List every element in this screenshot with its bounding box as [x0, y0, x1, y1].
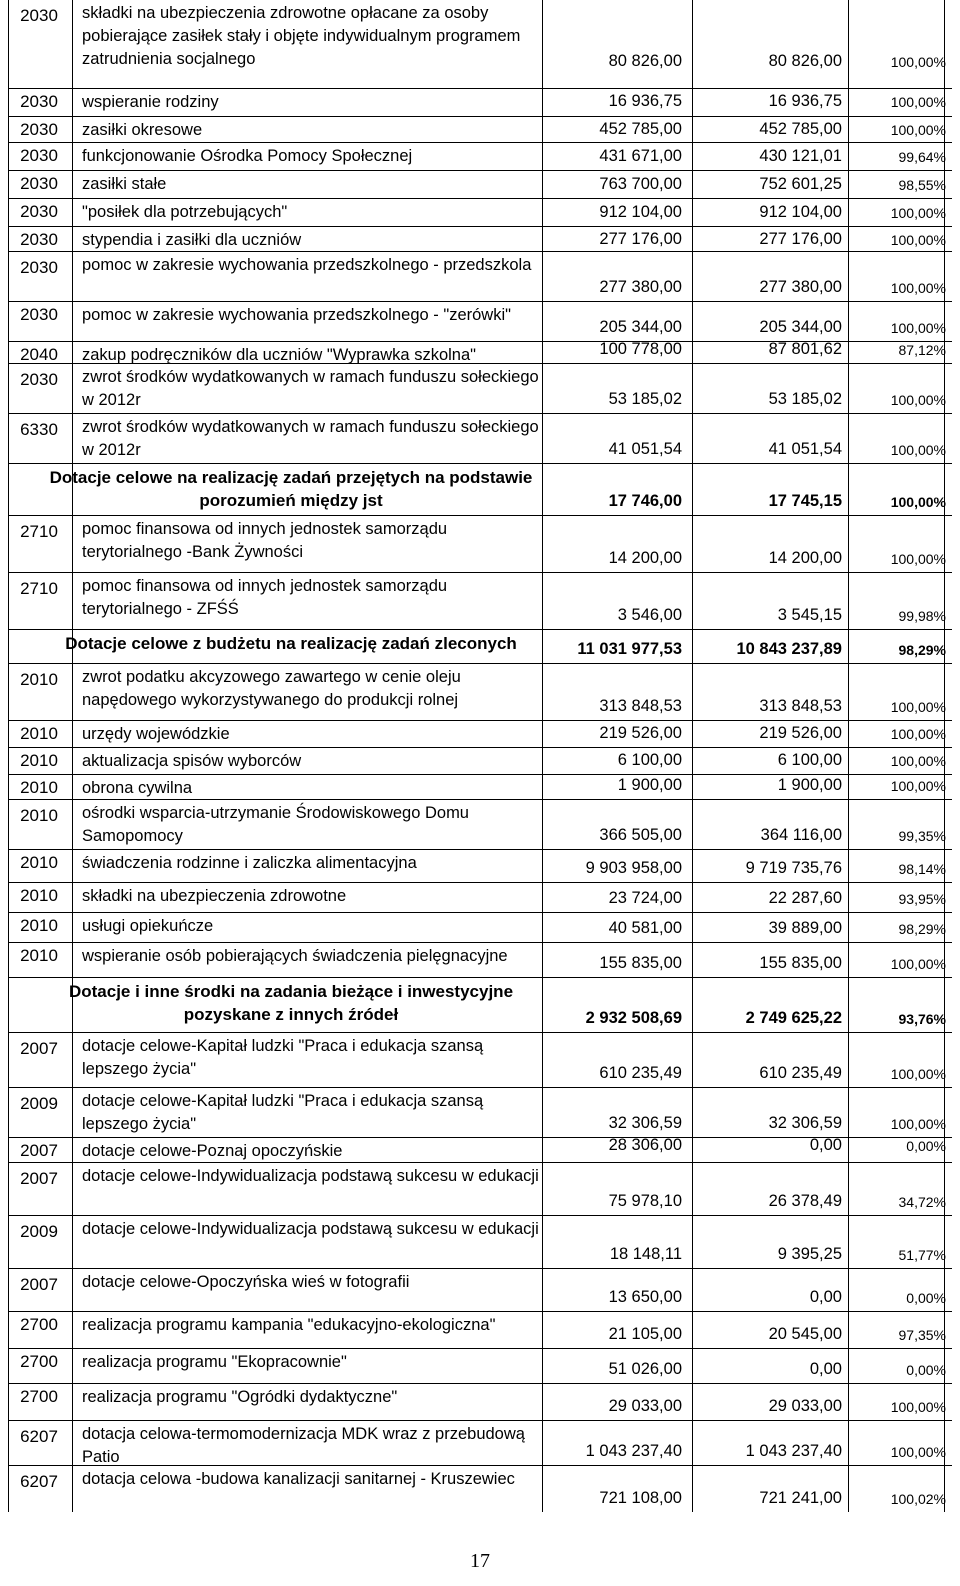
- planned-amount: 277 380,00: [599, 278, 682, 296]
- executed-amount: 20 545,00: [768, 1325, 842, 1343]
- executed-amount: 6 100,00: [777, 751, 842, 769]
- table-row: [8, 1311, 952, 1349]
- planned-amount: 17 746,00: [608, 492, 682, 510]
- execution-percent: 100,00%: [890, 392, 946, 408]
- execution-percent: 100,00%: [890, 122, 946, 138]
- table-row: [8, 1087, 952, 1138]
- planned-amount: 366 505,00: [599, 826, 682, 844]
- table-row: [8, 88, 952, 116]
- executed-amount: 9 719 735,76: [745, 859, 842, 877]
- planned-amount: 9 903 958,00: [585, 859, 682, 877]
- table-row: [8, 1420, 952, 1466]
- row-code: 2010: [20, 886, 58, 905]
- table-row: [8, 1215, 952, 1269]
- executed-amount: 0,00: [809, 1136, 842, 1154]
- row-code: 6207: [20, 1472, 58, 1491]
- execution-percent: 99,98%: [898, 608, 946, 624]
- row-description: stypendia i zasiłki dla uczniów: [82, 231, 302, 249]
- table-row: [8, 1032, 952, 1088]
- row-description: urzędy wojewódzkie: [82, 725, 230, 743]
- executed-amount: 9 395,25: [777, 1245, 842, 1263]
- executed-amount: 452 785,00: [759, 120, 842, 138]
- row-code: 2030: [20, 92, 58, 111]
- row-description: dotacje celowe-Opoczyńska wieś w fotografii: [82, 1273, 410, 1291]
- row-description: Dotacje celowe z budżetu na realizację zadań zleconych: [65, 634, 517, 653]
- table-row: [8, 882, 952, 913]
- planned-amount: 21 105,00: [608, 1325, 682, 1343]
- executed-amount: 3 545,15: [777, 606, 842, 624]
- row-description: świadczenia rodzinne i zaliczka alimentacyjna: [82, 854, 417, 872]
- execution-percent: 100,00%: [890, 320, 946, 336]
- execution-percent: 93,76%: [898, 1011, 946, 1027]
- row-code: 2010: [20, 806, 58, 825]
- execution-percent: 100,00%: [890, 726, 946, 742]
- planned-amount: 41 051,54: [608, 440, 682, 458]
- planned-amount: 2 932 508,69: [585, 1009, 682, 1027]
- executed-amount: 32 306,59: [768, 1114, 842, 1132]
- executed-amount: 17 745,15: [768, 492, 842, 510]
- executed-amount: 155 835,00: [759, 954, 842, 972]
- executed-amount: 219 526,00: [759, 724, 842, 742]
- row-description: pomoc finansowa od innych jednostek samorządu terytorialnego -Bank Żywności: [82, 520, 448, 561]
- table-row: [8, 720, 952, 748]
- row-description: wspieranie rodziny: [82, 93, 219, 111]
- planned-amount: 32 306,59: [608, 1114, 682, 1132]
- executed-amount: 16 936,75: [768, 92, 842, 110]
- row-description: Dotacje i inne środki na zadania bieżące i inwestycyjne pozyskane z innych źródeł: [68, 982, 514, 1024]
- executed-amount: 610 235,49: [759, 1064, 842, 1082]
- execution-percent: 100,00%: [890, 551, 946, 567]
- table-row: [8, 1137, 952, 1160]
- executed-amount: 752 601,25: [759, 175, 842, 193]
- execution-percent: 100,00%: [890, 54, 946, 70]
- table-row: [8, 1348, 952, 1384]
- table-row: [8, 363, 952, 414]
- execution-percent: 100,00%: [890, 699, 946, 715]
- table-row: [8, 198, 952, 227]
- planned-amount: 16 936,75: [608, 92, 682, 110]
- row-description: zakup podręczników dla uczniów "Wyprawka szkolna": [82, 346, 476, 364]
- row-description: aktualizacja spisów wyborców: [82, 752, 302, 770]
- execution-percent: 100,00%: [890, 494, 946, 510]
- row-code: 2700: [20, 1387, 58, 1406]
- row-code: 2030: [20, 370, 58, 389]
- execution-percent: 100,00%: [890, 1066, 946, 1082]
- executed-amount: 39 889,00: [768, 919, 842, 937]
- planned-amount: 277 176,00: [599, 230, 682, 248]
- execution-percent: 100,00%: [890, 1444, 946, 1460]
- row-code: 6330: [20, 420, 58, 439]
- row-code: 2700: [20, 1315, 58, 1334]
- budget-table: [8, 0, 952, 1512]
- planned-amount: 219 526,00: [599, 724, 682, 742]
- table-row: [8, 301, 952, 342]
- execution-percent: 100,02%: [890, 1491, 946, 1507]
- row-description: zasiłki stałe: [82, 175, 167, 193]
- planned-amount: 14 200,00: [608, 549, 682, 567]
- row-description: pomoc w zakresie wychowania przedszkolnego - "zerówki": [82, 306, 511, 324]
- execution-percent: 34,72%: [898, 1194, 946, 1210]
- table-row: [8, 1383, 952, 1421]
- execution-percent: 99,64%: [898, 149, 946, 165]
- execution-percent: 100,00%: [890, 232, 946, 248]
- section-header-row: [8, 629, 952, 664]
- row-description: dotacje celowe-Indywidualizacja podstawą sukcesu w edukacji: [82, 1167, 539, 1185]
- planned-amount: 912 104,00: [599, 203, 682, 221]
- execution-percent: 0,00%: [906, 1290, 946, 1306]
- section-header-row: [8, 977, 952, 1033]
- planned-amount: 452 785,00: [599, 120, 682, 138]
- execution-percent: 100,00%: [890, 1399, 946, 1415]
- planned-amount: 100 778,00: [599, 340, 682, 358]
- row-code: 2010: [20, 724, 58, 743]
- executed-amount: 313 848,53: [759, 697, 842, 715]
- table-row: [8, 413, 952, 464]
- row-code: 2710: [20, 522, 58, 541]
- planned-amount: 18 148,11: [609, 1245, 682, 1263]
- page-number: 17: [470, 1550, 490, 1572]
- row-description: realizacja programu "Ekopracownie": [82, 1353, 347, 1371]
- executed-amount: 10 843 237,89: [736, 640, 842, 658]
- row-description: pomoc w zakresie wychowania przedszkolnego - przedszkola: [82, 256, 532, 274]
- row-description: realizacja programu "Ogródki dydaktyczne": [82, 1388, 398, 1406]
- planned-amount: 610 235,49: [599, 1064, 682, 1082]
- row-description: Dotacje celowe na realizację zadań przejętych na podstawie porozumień między jst: [49, 468, 533, 510]
- execution-percent: 98,14%: [898, 861, 946, 877]
- executed-amount: 1 043 237,40: [745, 1442, 842, 1460]
- planned-amount: 313 848,53: [599, 697, 682, 715]
- executed-amount: 0,00: [809, 1288, 842, 1306]
- executed-amount: 0,00: [809, 1360, 842, 1378]
- planned-amount: 80 826,00: [608, 52, 682, 70]
- row-code: 2009: [20, 1094, 58, 1113]
- row-description: wspieranie osób pobierających świadczenia pielęgnacyjne: [82, 947, 508, 965]
- execution-percent: 100,00%: [890, 442, 946, 458]
- row-description: zasiłki okresowe: [82, 121, 203, 139]
- row-code: 2030: [20, 202, 58, 221]
- row-description: realizacja programu kampania "edukacyjno-ekologiczna": [82, 1316, 496, 1334]
- section-header-row: [8, 463, 952, 516]
- table-row: [8, 341, 952, 364]
- planned-amount: 40 581,00: [608, 919, 682, 937]
- table-row: [8, 849, 952, 883]
- execution-percent: 100,00%: [890, 280, 946, 296]
- table-row: [8, 251, 952, 302]
- row-code: 2040: [20, 345, 58, 364]
- row-code: 2009: [20, 1222, 58, 1241]
- row-code: 2030: [20, 174, 58, 193]
- table-row: [8, 116, 952, 144]
- row-description: składki na ubezpieczenia zdrowotne: [82, 887, 347, 905]
- table-row: [8, 663, 952, 721]
- row-code: 2007: [20, 1039, 58, 1058]
- row-description: dotacje celowe-Kapitał ludzki "Praca i edukacja szansą lepszego życia": [82, 1037, 484, 1078]
- executed-amount: 912 104,00: [759, 203, 842, 221]
- planned-amount: 28 306,00: [608, 1136, 682, 1154]
- row-description: funkcjonowanie Ośrodka Pomocy Społecznej: [82, 147, 413, 165]
- planned-amount: 3 546,00: [617, 606, 682, 624]
- table-row: [8, 747, 952, 775]
- executed-amount: 80 826,00: [768, 52, 842, 70]
- row-code: 2010: [20, 670, 58, 689]
- planned-amount: 205 344,00: [599, 318, 682, 336]
- executed-amount: 87 801,62: [768, 340, 842, 358]
- table-row: [8, 1268, 952, 1312]
- planned-amount: 763 700,00: [599, 175, 682, 193]
- execution-percent: 98,29%: [898, 642, 946, 658]
- planned-amount: 1 043 237,40: [585, 1442, 682, 1460]
- execution-percent: 0,00%: [906, 1362, 946, 1378]
- executed-amount: 364 116,00: [760, 826, 842, 844]
- executed-amount: 22 287,60: [768, 889, 842, 907]
- planned-amount: 13 650,00: [608, 1288, 682, 1306]
- row-description: usługi opiekuńcze: [82, 917, 214, 935]
- execution-percent: 100,00%: [890, 1116, 946, 1132]
- execution-percent: 87,12%: [898, 342, 946, 358]
- execution-percent: 99,35%: [898, 828, 946, 844]
- executed-amount: 1 900,00: [777, 776, 842, 794]
- execution-percent: 98,29%: [898, 921, 946, 937]
- execution-percent: 97,35%: [898, 1327, 946, 1343]
- table-row: [8, 572, 952, 630]
- table-row: [8, 1465, 952, 1513]
- row-code: 2030: [20, 305, 58, 324]
- row-description: dotacja celowa -budowa kanalizacji sanitarnej - Kruszewiec: [82, 1470, 515, 1488]
- row-description: zwrot środków wydatkowanych w ramach funduszu sołeckiego w 2012r: [82, 368, 539, 409]
- table-row: [8, 0, 952, 76]
- executed-amount: 430 121,01: [759, 147, 842, 165]
- row-code: 2010: [20, 946, 58, 965]
- row-code: 2010: [20, 778, 58, 797]
- row-code: 2030: [20, 146, 58, 165]
- table-row: [8, 226, 952, 254]
- row-description: dotacja celowa-termomodernizacja MDK wraz z przebudową Patio: [82, 1425, 525, 1466]
- execution-percent: 51,77%: [898, 1247, 946, 1263]
- execution-percent: 93,95%: [898, 891, 946, 907]
- planned-amount: 29 033,00: [608, 1397, 682, 1415]
- row-code: 2030: [20, 120, 58, 139]
- row-description: zwrot podatku akcyzowego zawartego w cenie oleju napędowego wykorzystywanego do produkcji rolnej: [82, 668, 461, 709]
- row-code: 2010: [20, 853, 58, 872]
- table-row: [8, 942, 952, 978]
- row-description: dotacje celowe-Poznaj opoczyńskie: [82, 1142, 343, 1160]
- execution-percent: 100,00%: [890, 205, 946, 221]
- table-row: [8, 912, 952, 943]
- table-row: [8, 142, 952, 171]
- planned-amount: 53 185,02: [608, 390, 682, 408]
- planned-amount: 6 100,00: [617, 751, 682, 769]
- row-code: 6207: [20, 1427, 58, 1446]
- table-row: [8, 799, 952, 850]
- execution-percent: 100,00%: [890, 94, 946, 110]
- execution-percent: 100,00%: [890, 778, 946, 794]
- executed-amount: 26 378,49: [768, 1192, 842, 1210]
- executed-amount: 721 241,00: [759, 1489, 842, 1507]
- row-code: 2030: [20, 258, 58, 277]
- execution-percent: 100,00%: [890, 956, 946, 972]
- planned-amount: 23 724,00: [608, 889, 682, 907]
- executed-amount: 53 185,02: [768, 390, 842, 408]
- execution-percent: 0,00%: [906, 1138, 946, 1154]
- executed-amount: 277 380,00: [759, 278, 842, 296]
- executed-amount: 205 344,00: [759, 318, 842, 336]
- execution-percent: 98,55%: [898, 177, 946, 193]
- table-row: [8, 515, 952, 573]
- row-description: obrona cywilna: [82, 779, 193, 797]
- row-code: 2007: [20, 1169, 58, 1188]
- row-description: ośrodki wsparcia-utrzymanie Środowiskowego Domu Samopomocy: [82, 804, 469, 845]
- row-description: pomoc finansowa od innych jednostek samorządu terytorialnego - ZFŚŚ: [82, 577, 448, 618]
- row-code: 2007: [20, 1275, 58, 1294]
- table-row: [8, 1162, 952, 1216]
- planned-amount: 431 671,00: [599, 147, 682, 165]
- planned-amount: 1 900,00: [617, 776, 682, 794]
- planned-amount: 721 108,00: [599, 1489, 682, 1507]
- row-code: 2010: [20, 916, 58, 935]
- execution-percent: 100,00%: [890, 753, 946, 769]
- planned-amount: 75 978,10: [608, 1192, 682, 1210]
- executed-amount: 41 051,54: [768, 440, 842, 458]
- executed-amount: 14 200,00: [768, 549, 842, 567]
- row-code: 2700: [20, 1352, 58, 1371]
- executed-amount: 29 033,00: [768, 1397, 842, 1415]
- row-code: 2030: [20, 230, 58, 249]
- planned-amount: 11 031 977,53: [577, 640, 682, 658]
- row-description: zwrot środków wydatkowanych w ramach funduszu sołeckiego w 2012r: [82, 418, 539, 459]
- planned-amount: 51 026,00: [608, 1360, 682, 1378]
- table-row: [8, 170, 952, 199]
- row-description: dotacje celowe-Indywidualizacja podstawą sukcesu w edukacji: [82, 1220, 539, 1238]
- row-description: składki na ubezpieczenia zdrowotne opłacane za osoby pobierające zasiłek stały i objęte indywidualnym programem zatrudnienia socjalnego: [82, 4, 521, 68]
- executed-amount: 277 176,00: [759, 230, 842, 248]
- executed-amount: 2 749 625,22: [745, 1009, 842, 1027]
- row-code: 2710: [20, 579, 58, 598]
- row-description: "posiłek dla potrzebujących": [82, 203, 288, 221]
- table-row: [8, 774, 952, 800]
- row-description: dotacje celowe-Kapitał ludzki "Praca i edukacja szansą lepszego życia": [82, 1092, 484, 1133]
- row-code: 2007: [20, 1141, 58, 1160]
- row-code: 2030: [20, 6, 58, 25]
- planned-amount: 155 835,00: [599, 954, 682, 972]
- row-code: 2010: [20, 751, 58, 770]
